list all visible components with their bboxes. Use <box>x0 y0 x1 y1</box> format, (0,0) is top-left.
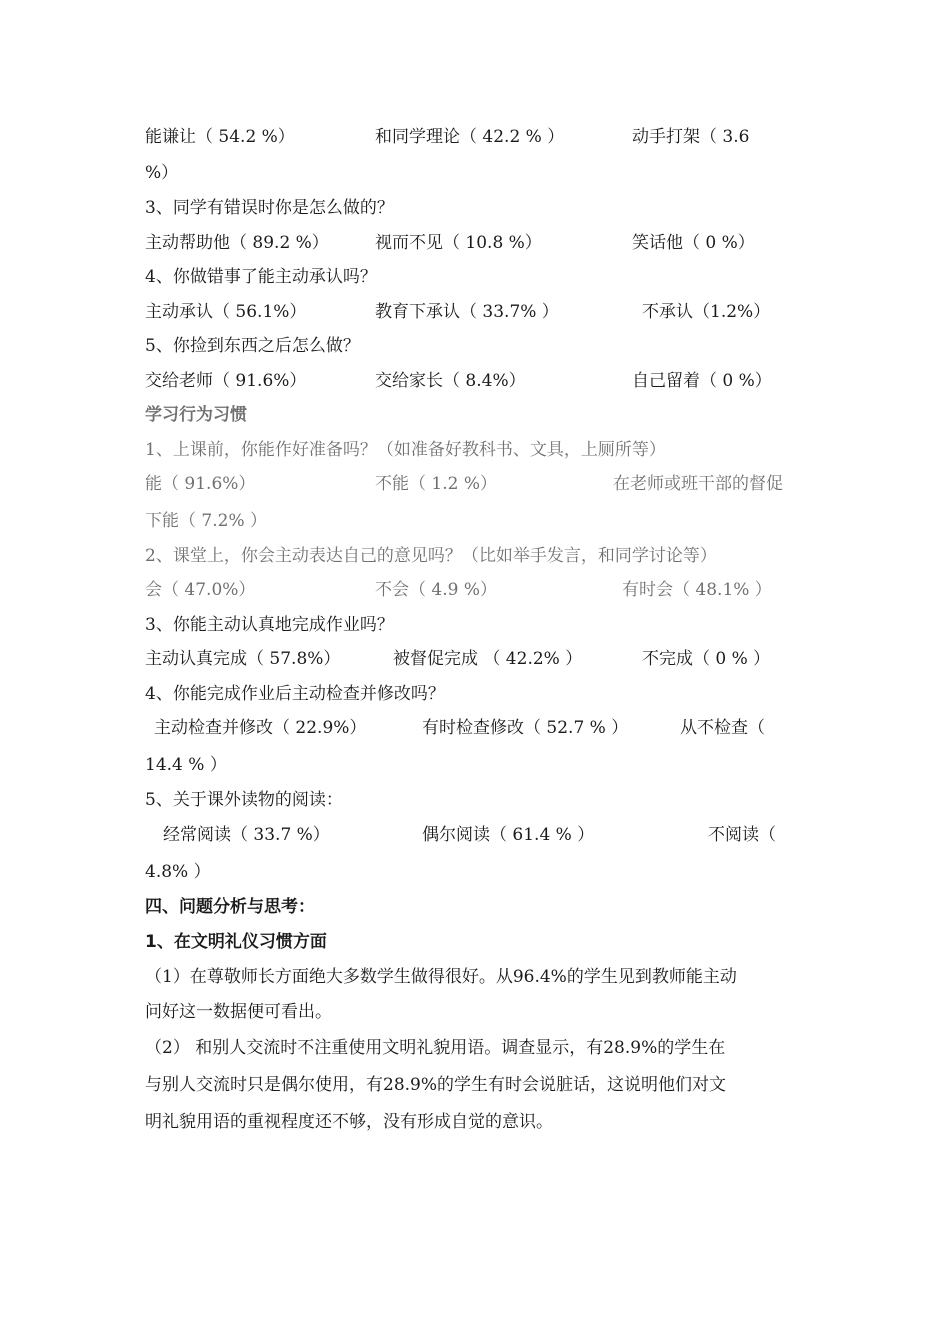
study-q5-option-c: 不阅读（ <box>708 825 776 845</box>
study-q1-question: 1、上课前，你能作好准备吗？（如准备好教科书、文具，上厕所等） <box>145 440 666 460</box>
study-q2-question: 2、课堂上，你会主动表达自己的意见吗？（比如举手发言，和同学讨论等） <box>145 546 717 566</box>
analysis-subheading-1: 1、在文明礼仪习惯方面 <box>145 932 327 952</box>
q4-question: 4、你做错事了能主动承认吗？ <box>145 267 377 287</box>
study-q5-options-row <box>145 818 825 852</box>
study-q5-option-b: 偶尔阅读（ 61.4 % ） <box>422 825 595 845</box>
study-q2-option-c: 有时会（ 48.1% ） <box>622 580 772 600</box>
study-q1-option-c-cont: 下能（ 7.2% ） <box>145 511 267 531</box>
q4-option-b: 教育下承认（ 33.7% ） <box>375 302 559 322</box>
analysis-heading: 四、问题分析与思考： <box>145 897 315 917</box>
q5-question: 5、你捡到东西之后怎么做？ <box>145 336 360 356</box>
study-q1-option-b: 不能（ 1.2 %） <box>375 474 497 494</box>
study-q3-question: 3、你能主动认真地完成作业吗？ <box>145 615 394 635</box>
study-q3-option-a: 主动认真完成（ 57.8%） <box>145 649 341 669</box>
q3-option-c: 笑话他（ 0 %） <box>632 233 755 253</box>
analysis-paragraph-2-line-1: （2） 和别人交流时不注重使用文明礼貌用语。调查显示，有28.9%的学生在 <box>145 1038 726 1058</box>
q5-options-row <box>145 364 825 398</box>
analysis-paragraph-2-line-2: 与别人交流时只是偶尔使用，有28.9%的学生有时会说脏话，这说明他们对文 <box>145 1075 727 1095</box>
q2-option-c-cont: %） <box>145 163 179 183</box>
q2-options-row <box>145 120 825 154</box>
q5-option-b: 交给家长（ 8.4%） <box>375 371 526 391</box>
study-q5-option-c-cont: 4.8% ） <box>145 862 211 882</box>
q2-option-c: 动手打架（ 3.6 <box>632 127 750 147</box>
analysis-paragraph-2-line-3: 明礼貌用语的重视程度还不够，没有形成自觉的意识。 <box>145 1112 553 1132</box>
study-q1-option-a: 能（ 91.6%） <box>145 474 256 494</box>
analysis-paragraph-1-line-2: 问好这一数据便可看出。 <box>145 1002 332 1022</box>
q4-options-row <box>145 295 825 329</box>
q4-option-c: 不承认（1.2%） <box>642 302 771 322</box>
study-q2-option-b: 不会（ 4.9 %） <box>375 580 497 600</box>
study-q4-options-row <box>145 711 825 745</box>
q2-option-b: 和同学理论（ 42.2 % ） <box>375 127 565 147</box>
q4-option-a: 主动承认（ 56.1%） <box>145 302 307 322</box>
study-q4-option-c: 从不检查（ <box>680 718 765 738</box>
study-q1-options-row <box>145 467 825 501</box>
study-q3-option-c: 不完成（ 0 % ） <box>642 649 771 669</box>
study-q4-option-c-cont: 14.4 % ） <box>145 755 227 775</box>
study-habits-heading: 学习行为习惯 <box>145 405 247 425</box>
q3-option-b: 视而不见（ 10.8 %） <box>375 233 542 253</box>
study-q2-option-a: 会（ 47.0%） <box>145 580 256 600</box>
study-q1-option-c: 在老师或班干部的督促 <box>613 474 783 494</box>
study-q5-question: 5、关于课外读物的阅读： <box>145 790 343 810</box>
q5-option-c: 自己留着（ 0 %） <box>632 371 772 391</box>
study-q2-options-row <box>145 573 825 607</box>
study-q5-option-a: 经常阅读（ 33.7 %） <box>163 825 330 845</box>
q2-option-a: 能谦让（ 54.2 %） <box>145 127 295 147</box>
q5-option-a: 交给老师（ 91.6%） <box>145 371 307 391</box>
analysis-paragraph-1-line-1: （1）在尊敬师长方面绝大多数学生做得很好。从96.4%的学生见到教师能主动 <box>145 967 737 987</box>
study-q4-option-b: 有时检查修改（ 52.7 % ） <box>422 718 629 738</box>
q3-options-row <box>145 226 825 260</box>
q3-question: 3、同学有错误时你是怎么做的？ <box>145 198 394 218</box>
study-q4-question: 4、你能完成作业后主动检查并修改吗？ <box>145 684 445 704</box>
study-q3-option-b: 被督促完成 （ 42.2% ） <box>393 649 583 669</box>
q3-option-a: 主动帮助他（ 89.2 %） <box>145 233 329 253</box>
study-q3-options-row <box>145 642 825 676</box>
study-q4-option-a: 主动检查并修改（ 22.9%） <box>154 718 367 738</box>
